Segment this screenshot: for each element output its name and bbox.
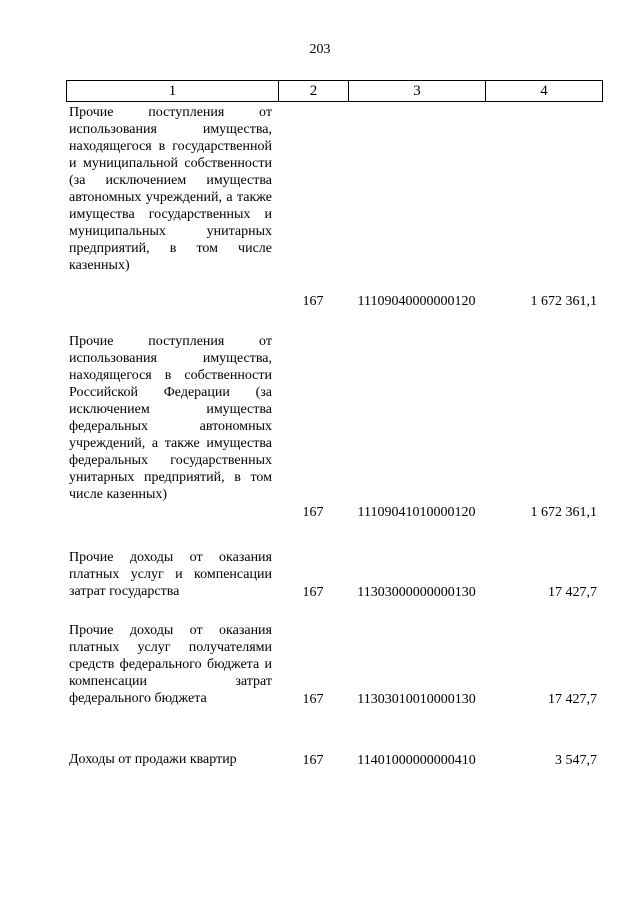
row-description: Прочие доходы от оказания платных услуг получателями средств федерального бюджета и компенсации затрат федерального бюджета bbox=[69, 623, 272, 706]
row-kbk-code: 11109041010000120 bbox=[357, 505, 476, 520]
header-col-4: 4 bbox=[540, 82, 548, 99]
row-admin-code: 167 bbox=[302, 294, 324, 309]
row-kbk-code: 11109040000000120 bbox=[357, 294, 476, 309]
table-row bbox=[66, 549, 603, 601]
row-admin-code: 167 bbox=[302, 585, 324, 600]
row-amount: 3 547,7 bbox=[555, 753, 597, 768]
row-kbk-code: 11303010010000130 bbox=[357, 692, 476, 707]
table-row bbox=[66, 751, 603, 769]
table-row bbox=[66, 622, 603, 708]
table-row bbox=[66, 104, 603, 310]
row-description: Прочие поступления от использования имущества, находящегося в государственной и муниципальной собственности (за исключением имущества автономных учреждений, а также имущества государственных и муниципальных унитарных предприятий, в том числе казенных) bbox=[69, 105, 272, 273]
row-amount: 1 672 361,1 bbox=[530, 505, 597, 520]
header-col-2: 2 bbox=[279, 81, 349, 101]
table-row bbox=[66, 333, 603, 521]
row-admin-code: 167 bbox=[302, 753, 324, 768]
row-admin-code: 167 bbox=[302, 692, 324, 707]
row-description: Прочие поступления от использования имущества, находящегося в собственности Российской Федерации (за исключением имущества федеральных автономных учреждений, а также имущества федеральных государственных унитарных предприятий, в том числе казенных) bbox=[69, 334, 272, 502]
row-description: Прочие доходы от оказания платных услуг и компенсации затрат государства bbox=[69, 550, 272, 599]
row-amount: 17 427,7 bbox=[548, 692, 597, 707]
row-admin-code: 167 bbox=[302, 505, 324, 520]
row-kbk-code: 11401000000000410 bbox=[357, 753, 476, 768]
row-description: Доходы от продажи квартир bbox=[69, 752, 237, 767]
row-amount: 17 427,7 bbox=[548, 585, 597, 600]
header-col-1: 1 bbox=[67, 81, 279, 101]
page-number: 203 bbox=[309, 42, 331, 57]
table-header bbox=[66, 80, 603, 102]
header-col-3: 3 bbox=[349, 81, 486, 101]
row-kbk-code: 11303000000000130 bbox=[357, 585, 476, 600]
row-amount: 1 672 361,1 bbox=[530, 294, 597, 309]
